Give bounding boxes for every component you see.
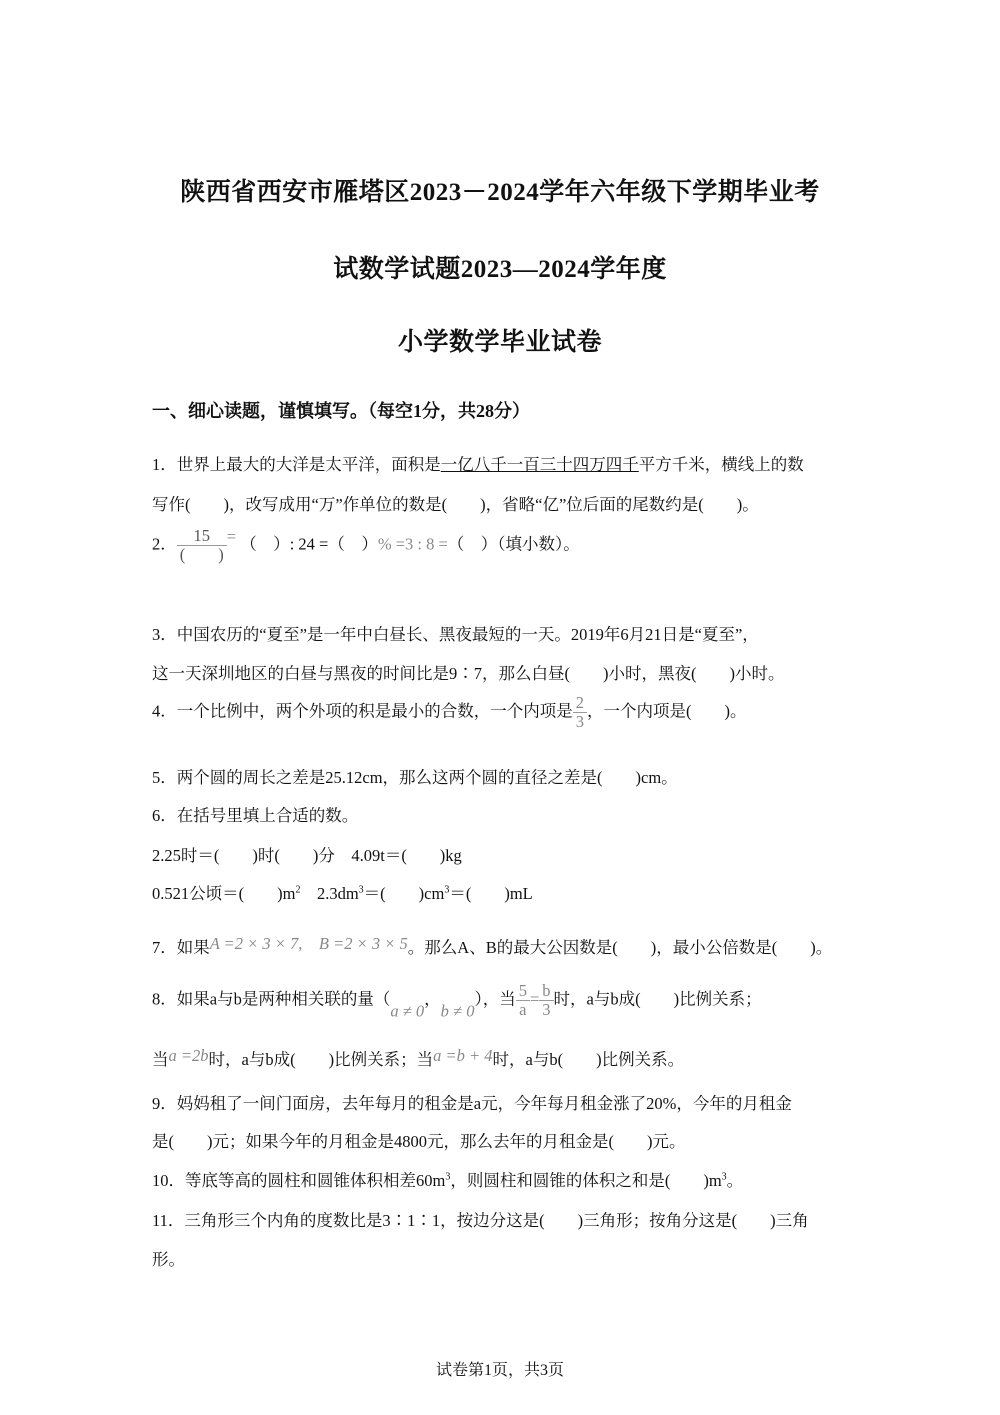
title-line-2: 试数学试题2023—2024学年度: [333, 256, 667, 283]
title-line-1: 陕西省西安市雁塔区2023－2024学年六年级下学期毕业考: [180, 179, 820, 206]
question-1-line-1: 1．世界上最大的大洋是太平洋，面积是一亿八千一百三十四万四千平方千米，横线上的数: [152, 455, 804, 474]
question-9-line-2: 是( )元；如果今年的月租金是4800元，那么去年的月租金是( )元。: [152, 1132, 686, 1151]
question-11-line-1: 11．三角形三个内角的度数比是3∶1∶1，按边分这是( )三角形；按角分这是( )三角: [152, 1211, 809, 1230]
section-heading: 一、细心读题，谨慎填写。（每空1分，共28分）: [152, 401, 530, 421]
formula-a-b: A =2 × 3 × 7, B =2 × 3 × 5: [209, 934, 408, 953]
question-10: 10．等底等高的圆柱和圆锥体积相差$60m^3$，则圆柱和圆锥的体积之和是( )$m^3$。: [152, 1171, 744, 1190]
page-footer: 试卷第1页，共3页: [435, 1362, 564, 1379]
question-2: 2． $\frac{15}{( )}$ = （ ）: 24 =（ ）% =3 : 8 =（ ）（填小数）。: [152, 526, 580, 564]
fraction-5-over-a: $\frac{5}{a}$: [516, 982, 530, 1019]
question-3-line-1: 3．中国农历的“夏至”是一年中白昼长、黑夜最短的一天。2019年6月21日是“夏至”，: [152, 625, 759, 644]
question-3-line-2: 这一天深圳地区的白昼与黑夜的时间比是9∶7，那么白昼( )小时，黑夜( )小时。: [152, 664, 785, 683]
fraction-b-over-3: $\frac{b}{3}$: [539, 982, 553, 1019]
question-11-line-2: 形。: [152, 1250, 185, 1269]
question-1-line-2: 写作( )，改写成用“万”作单位的数是( )，省略“亿”位后面的尾数约是( )。: [152, 495, 759, 514]
question-6-line-1: 6．在括号里填上合适的数。: [152, 806, 359, 825]
question-6-line-2: 2.25时＝( )时( )分 4.09t＝( )kg: [152, 846, 462, 865]
fraction-15: $\frac{15}{( )}$: [177, 527, 227, 564]
title-line-3: 小学数学毕业试卷: [397, 329, 602, 356]
question-9-line-1: 9．妈妈租了一间门面房，去年每月的租金是a元，今年每月租金涨了20%，今年的月租金: [152, 1094, 792, 1113]
question-8-line-1: 8．如果a与b是两种相关联的量（a ≠ 0，b ≠ 0），当 $\frac{5}{a}$ = $\frac{b}{3}$ 时，a与b成( )比例关系；: [152, 981, 762, 1021]
question-8-line-2: 当a =2b时，a与b成( )比例关系；当a =b + 4时，a与b( )比例关系。: [152, 1046, 685, 1069]
underlined-number-words: 一亿八千一百三十四万四千: [440, 455, 639, 474]
question-5: 5．两个圆的周长之差是25.12cm，那么这两个圆的直径之差是( )cm。: [152, 768, 678, 787]
fraction-two-thirds: $\frac{2}{3}$: [573, 694, 587, 731]
question-6-line-3: 0.521公顷＝( )$m^2$ $2.3dm^3=$( )$cm^3=$( )mL: [152, 884, 533, 903]
question-7: 7．如果A =2 × 3 × 7, B =2 × 3 × 5。那么A、B的最大公因数是( )，最小公倍数是( )。: [152, 934, 833, 957]
question-4: 4．一个比例中，两个外项的积是最小的合数，一个内项是 $\frac{2}{3}$ ，一个内项是( )。: [152, 693, 747, 731]
